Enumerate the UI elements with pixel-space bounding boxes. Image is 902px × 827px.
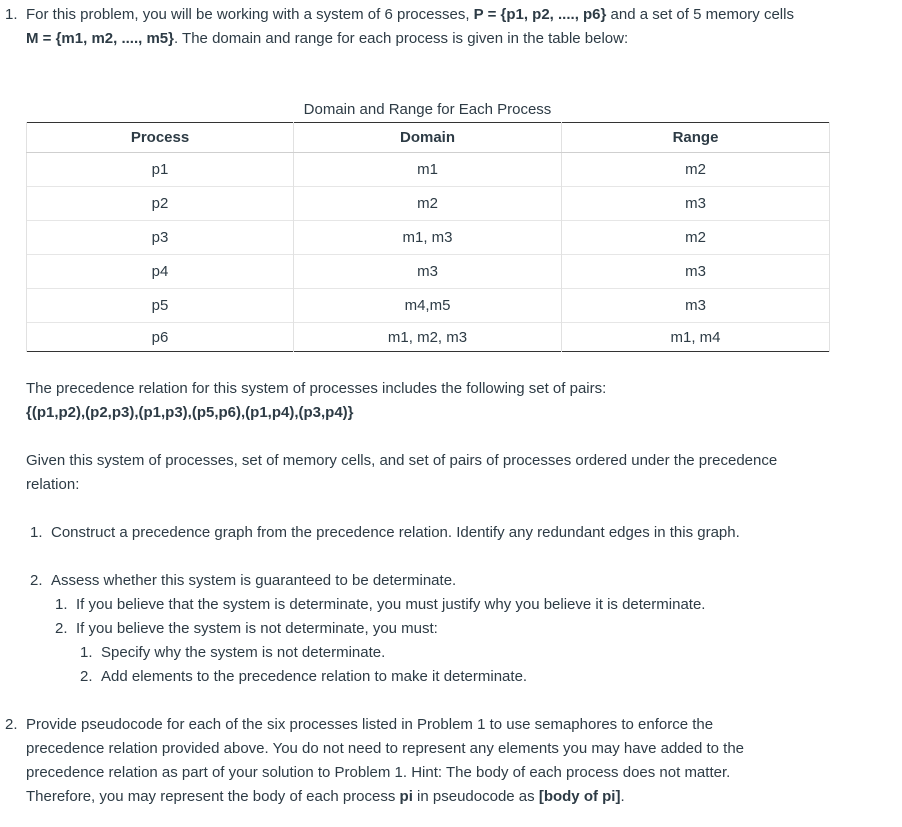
table-row	[27, 255, 830, 289]
problem-1-intro-line-1: For this problem, you will be working with a system of 6 processes, P = {p1, p2, ...., p6} and a set of 5 memory cells	[26, 6, 794, 23]
process-set: P = {p1, p2, ...., p6}	[473, 6, 607, 23]
task-2-number: 2.	[30, 572, 43, 589]
subsubtask-1-number: 1.	[80, 644, 93, 661]
header-range: Range	[562, 123, 830, 153]
table-caption: Domain and Range for Each Process	[303, 101, 552, 118]
cell-process: p5	[27, 289, 294, 323]
subtask-1-number: 1.	[55, 596, 68, 613]
task-1-text: Construct a precedence graph from the precedence relation. Identify any redundant edges in this graph.	[51, 524, 740, 541]
cell-range: m3	[562, 255, 830, 289]
cell-range: m3	[562, 289, 830, 323]
cell-process: p2	[27, 187, 294, 221]
cell-domain: m1, m2, m3	[294, 323, 562, 352]
task-1-number: 1.	[30, 524, 43, 541]
given-line-1: Given this system of processes, set of memory cells, and set of pairs of processes ordered under the precedence	[26, 452, 778, 469]
table-row	[27, 323, 830, 352]
precedence-pairs: {(p1,p2),(p2,p3),(p1,p3),(p5,p6),(p1,p4),(p3,p4)}	[26, 404, 354, 421]
precedence-intro: The precedence relation for this system of processes includes the following set of pairs:	[26, 380, 607, 397]
problem-2-line-1: Provide pseudocode for each of the six processes listed in Problem 1 to use semaphores to enforce the	[26, 716, 714, 733]
pi-term: pi	[399, 788, 413, 805]
cell-range: m1, m4	[562, 323, 830, 352]
cell-process: p3	[27, 221, 294, 255]
header-domain: Domain	[294, 123, 562, 153]
problem-1-number: 1.	[5, 6, 18, 23]
problem-2-line-4: Therefore, you may represent the body of each process pi in pseudocode as [body of pi].	[26, 788, 625, 805]
problem-2-line-3: precedence relation as part of your solution to Problem 1. Hint: The body of each process does not matter.	[26, 764, 731, 781]
subsubtask-1-text: Specify why the system is not determinate.	[101, 644, 386, 661]
cell-process: p6	[27, 323, 294, 352]
table-row	[27, 221, 830, 255]
table-row	[27, 187, 830, 221]
domain-range-table	[26, 122, 830, 352]
cell-process: p1	[27, 153, 294, 187]
body-of-pi-term: [body of pi]	[538, 788, 621, 805]
problem-2-number: 2.	[5, 716, 18, 733]
cell-domain: m2	[294, 187, 562, 221]
table-header-row	[27, 123, 830, 153]
cell-domain: m3	[294, 255, 562, 289]
cell-domain: m4,m5	[294, 289, 562, 323]
subsubtask-2-number: 2.	[80, 668, 93, 685]
problem-2-line-2: precedence relation provided above. You do not need to represent any elements you may have added to the	[26, 740, 745, 757]
cell-domain: m1	[294, 153, 562, 187]
cell-range: m2	[562, 153, 830, 187]
table-row	[27, 289, 830, 323]
given-line-2: relation:	[26, 476, 80, 493]
subtask-2-number: 2.	[55, 620, 68, 637]
cell-range: m2	[562, 221, 830, 255]
header-process: Process	[27, 123, 294, 153]
subsubtask-2-text: Add elements to the precedence relation to make it determinate.	[101, 668, 528, 685]
memory-set: M = {m1, m2, ...., m5}	[26, 30, 174, 47]
cell-process: p4	[27, 255, 294, 289]
subtask-1-text: If you believe that the system is determinate, you must justify why you believe it is determinate.	[76, 596, 706, 613]
task-2-text: Assess whether this system is guaranteed to be determinate.	[51, 572, 457, 589]
problem-1-intro-line-2: M = {m1, m2, ...., m5}. The domain and range for each process is given in the table below:	[26, 30, 629, 47]
subtask-2-text: If you believe the system is not determinate, you must:	[76, 620, 438, 637]
cell-domain: m1, m3	[294, 221, 562, 255]
cell-range: m3	[562, 187, 830, 221]
table-row	[27, 153, 830, 187]
